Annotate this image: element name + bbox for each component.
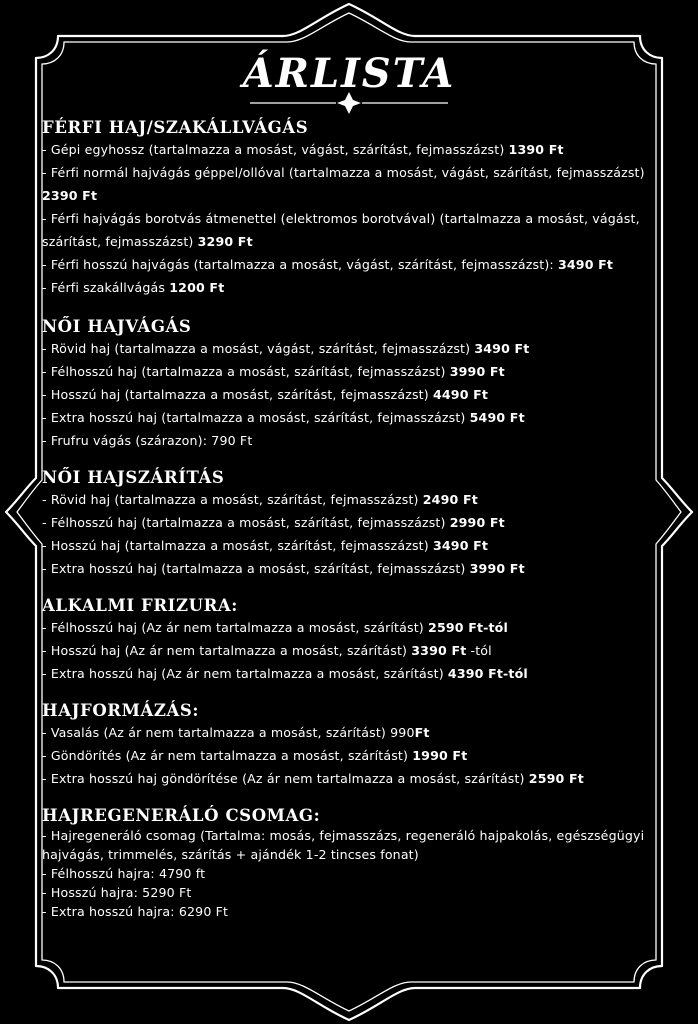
item-price: 3990 Ft	[469, 561, 525, 576]
item-description: - Hosszú haj (tartalmazza a mosást, szárítást, fejmasszázst)	[42, 387, 433, 402]
price-item	[42, 276, 662, 299]
price-item	[42, 161, 662, 207]
item-price: 1200 Ft	[169, 280, 225, 295]
section-heading: FÉRFI HAJ/SZAKÁLLVÁGÁS	[42, 118, 309, 137]
price-section	[42, 118, 662, 299]
price-section	[42, 596, 662, 685]
item-description: - Extra hosszú hajra: 6290 Ft	[42, 904, 229, 919]
item-price: 2590 Ft-tól	[428, 620, 508, 635]
item-description: - Extra hosszú haj (tartalmazza a mosást, szárítást, fejmasszázst)	[42, 561, 470, 576]
section-heading: NŐI HAJVÁGÁS	[42, 317, 192, 336]
item-description: - Félhosszú hajra: 4790 ft	[42, 866, 206, 881]
page-title: ÁRLISTA	[242, 50, 456, 97]
price-item	[42, 253, 662, 276]
price-item	[42, 488, 662, 511]
item-description: - Extra hosszú haj göndörítése (Az ár nem tartalmazza a mosást, szárítást)	[42, 771, 529, 786]
price-item	[42, 534, 662, 557]
item-price: 3490 Ft	[432, 538, 489, 553]
price-item	[42, 721, 662, 744]
item-description: - Göndörítés (Az ár nem tartalmazza a mosást, szárítást)	[42, 748, 413, 763]
price-item	[42, 639, 662, 662]
price-item	[42, 429, 662, 452]
item-price: 4490 Ft	[432, 387, 489, 402]
price-item	[42, 883, 662, 902]
price-item	[42, 138, 662, 161]
item-description: - Férfi szakállvágás	[42, 280, 170, 295]
section-heading: HAJREGENERÁLÓ CSOMAG:	[42, 806, 321, 825]
item-price: 2590 Ft	[528, 771, 584, 786]
item-price: 3290 Ft	[197, 234, 253, 249]
item-price: Ft	[414, 725, 430, 740]
item-price: 1990 Ft	[412, 748, 468, 763]
item-description: - Hosszú hajra: 5290 Ft	[42, 885, 192, 900]
item-price: 2490 Ft	[422, 492, 478, 507]
price-item	[42, 406, 662, 429]
item-description: - Vasalás (Az ár nem tartalmazza a mosást, szárítást) 990	[42, 725, 415, 740]
item-description: - Félhosszú haj (Az ár nem tartalmazza a mosást, szárítást)	[42, 620, 429, 635]
price-section	[42, 701, 662, 790]
item-description: - Rövid haj (tartalmazza a mosást, vágást, szárítást, fejmasszázst)	[42, 341, 475, 356]
section-heading: ALKALMI FRIZURA:	[42, 596, 238, 615]
item-description: - Rövid haj (tartalmazza a mosást, szárítást, fejmasszázst)	[42, 492, 423, 507]
item-description: - Hajregeneráló csomag (Tartalma: mosás, fejmasszázs, regeneráló hajpakolás, egészségügyi hajvágás, trimmelés, szárítás + ajándék 1-2 tincses fonat)	[42, 828, 645, 862]
item-price: 5490 Ft	[469, 410, 525, 425]
item-price: 3490 Ft	[474, 341, 530, 356]
price-item	[42, 207, 662, 253]
section-heading: NŐI HAJSZÁRÍTÁS	[42, 468, 225, 487]
item-description: - Férfi normál hajvágás géppel/ollóval (tartalmazza a mosást, vágást, szárítást, fejmasszázst)	[42, 165, 645, 180]
item-price: 2390 Ft	[42, 188, 98, 203]
price-section	[42, 317, 662, 452]
section-heading: HAJFORMÁZÁS:	[42, 701, 200, 720]
price-item	[42, 826, 662, 864]
price-item	[42, 360, 662, 383]
item-description: - Férfi hosszú hajvágás (tartalmazza a mosást, vágást, szárítást, fejmasszázst):	[42, 257, 558, 272]
price-item	[42, 557, 662, 580]
item-price-suffix: -tól	[466, 643, 492, 658]
price-item	[42, 767, 662, 790]
item-description: - Hosszú haj (Az ár nem tartalmazza a mosást, szárítást)	[42, 643, 412, 658]
price-section	[42, 468, 662, 580]
item-description: - Félhosszú haj (tartalmazza a mosást, szárítást, fejmasszázst)	[42, 364, 450, 379]
item-price: 1390 Ft	[508, 142, 564, 157]
item-description: - Extra hosszú haj (tartalmazza a mosást, szárítást, fejmasszázst)	[42, 410, 470, 425]
price-item	[42, 511, 662, 534]
price-item	[42, 864, 662, 883]
item-description: - Extra hosszú haj (Az ár nem tartalmazza a mosást, szárítást)	[42, 666, 448, 681]
item-description: - Férfi hajvágás borotvás átmenettel (elektromos borotvával) (tartalmazza a mosást, vágást, szárítást, fejmasszázst)	[42, 211, 640, 249]
item-description: - Félhosszú haj (tartalmazza a mosást, szárítást, fejmasszázst)	[42, 515, 450, 530]
item-description: - Frufru vágás (szárazon): 790 Ft	[42, 433, 253, 448]
item-description: - Hosszú haj (tartalmazza a mosást, szárítást, fejmasszázst)	[42, 538, 433, 553]
price-section	[42, 806, 662, 921]
price-list	[42, 118, 662, 937]
price-item	[42, 383, 662, 406]
price-item	[42, 337, 662, 360]
item-price: 2990 Ft	[449, 515, 505, 530]
item-price: 4390 Ft-tól	[447, 666, 528, 681]
price-item	[42, 616, 662, 639]
price-item	[42, 744, 662, 767]
item-price: 3490 Ft	[557, 257, 614, 272]
item-price: 3990 Ft	[449, 364, 505, 379]
price-item	[42, 902, 662, 921]
item-price: 3390 Ft	[411, 643, 467, 658]
item-description: - Gépi egyhossz (tartalmazza a mosást, vágást, szárítást, fejmasszázst)	[42, 142, 509, 157]
price-item	[42, 662, 662, 685]
